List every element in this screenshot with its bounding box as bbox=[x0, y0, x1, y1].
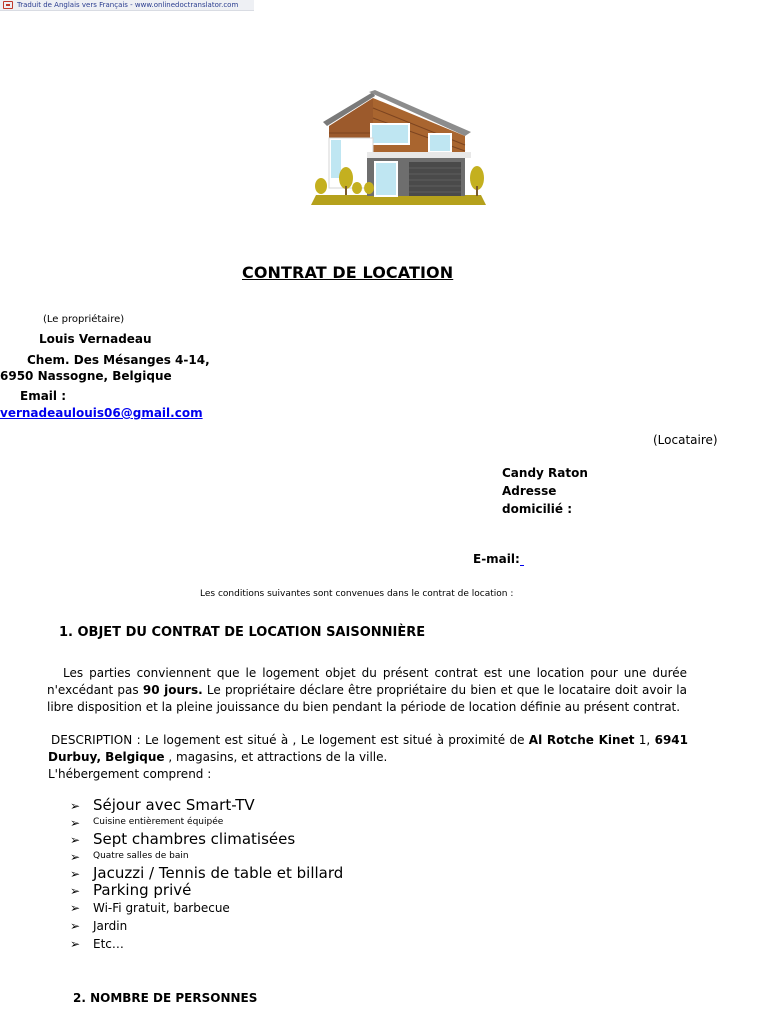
page-title: CONTRAT DE LOCATION bbox=[242, 263, 454, 282]
section-1-description bbox=[48, 732, 688, 766]
bush-door bbox=[364, 182, 374, 194]
arrowhead-bullet-icon: ➢ bbox=[70, 866, 81, 881]
desc-location: Al Rotche Kinet bbox=[528, 733, 635, 747]
para-text-a: Les parties conviennent que le logement objet du présent contrat est une location pour une durée n'excédant pas bbox=[47, 666, 687, 697]
list-item: ➢ Jardin bbox=[70, 919, 128, 933]
desc-text-a: DESCRIPTION : Le logement est situé à , Le logement est situé à proximité de bbox=[51, 733, 529, 747]
owner-email-link[interactable]: vernadeaulouis06@gmail.com bbox=[0, 406, 203, 420]
list-item: ➢ Etc… bbox=[70, 937, 124, 951]
garage-door bbox=[409, 162, 461, 196]
arrowhead-bullet-icon: ➢ bbox=[70, 937, 81, 951]
section-1-title: 1. OBJET DU CONTRAT DE LOCATION SAISONNIÈRE bbox=[59, 625, 426, 640]
tenant-email-row bbox=[473, 552, 524, 566]
owner-address-line1: Chem. Des Mésanges 4-14, bbox=[27, 353, 210, 367]
bush-left bbox=[315, 178, 327, 194]
list-item: ➢ Jacuzzi / Tennis de table et billard bbox=[70, 864, 344, 882]
owner-email-label: Email : bbox=[20, 389, 67, 403]
translator-banner bbox=[0, 0, 254, 11]
tenant-email-label: E-mail: bbox=[473, 552, 520, 566]
amenities-list bbox=[70, 797, 343, 953]
list-item: ➢ Quatre salles de bain bbox=[70, 849, 189, 864]
left-tall-window bbox=[331, 140, 341, 178]
owner-address-line2: 6950 Nassogne, Belgique bbox=[0, 369, 172, 383]
house-illustration bbox=[305, 88, 490, 208]
list-item: ➢ Wi-Fi gratuit, barbecue bbox=[70, 901, 230, 915]
para-duration: 90 jours. bbox=[142, 683, 203, 697]
glass-door bbox=[375, 162, 397, 196]
arrowhead-bullet-icon: ➢ bbox=[70, 901, 81, 915]
arrowhead-bullet-icon: ➢ bbox=[70, 815, 81, 830]
list-item: ➢ Cuisine entièrement équipée bbox=[70, 815, 224, 830]
section-2-title: 2. NOMBRE DE PERSONNES bbox=[73, 991, 258, 1005]
list-item: ➢ Sept chambres climatisées bbox=[70, 830, 296, 848]
desc-number: 1, bbox=[634, 733, 655, 747]
para-text-b: Le propriétaire déclare être propriétaire du bien et que le locataire doit avoir la libre disposition et la pleine jouissance du bien pendant la période de location définie au présent contrat. bbox=[47, 683, 687, 714]
balcony-band bbox=[367, 152, 471, 158]
contract-intro: Les conditions suivantes sont convenues dans le contrat de location : bbox=[200, 589, 514, 599]
amenities-intro: L'hébergement comprend : bbox=[48, 767, 212, 781]
desc-city: 6941 Durbuy, Belgique bbox=[48, 733, 688, 764]
arrowhead-bullet-icon: ➢ bbox=[70, 798, 81, 813]
tenant-role: (Locataire) bbox=[653, 433, 718, 447]
tree-center bbox=[339, 167, 353, 189]
list-item: ➢ Séjour avec Smart-TV bbox=[70, 796, 255, 814]
translator-logo-icon bbox=[3, 1, 13, 9]
grass bbox=[311, 195, 486, 205]
desc-text-b: , magasins, et attractions de la ville. bbox=[164, 750, 388, 764]
tenant-domicile-label: domicilié : bbox=[502, 502, 573, 516]
arrowhead-bullet-icon: ➢ bbox=[70, 832, 81, 847]
arrowhead-bullet-icon: ➢ bbox=[70, 919, 81, 933]
section-1-paragraph bbox=[47, 665, 687, 716]
tenant-address-label: Adresse bbox=[502, 484, 557, 498]
list-item: ➢ Parking privé bbox=[70, 881, 192, 899]
owner-role: (Le propriétaire) bbox=[43, 314, 125, 325]
bush-small bbox=[352, 182, 362, 194]
upper-window-right bbox=[429, 134, 451, 152]
tenant-name: Candy Raton bbox=[502, 466, 588, 480]
translator-banner-link[interactable]: Traduit de Anglais vers Français - www.onlinedoctranslator.com bbox=[17, 1, 239, 9]
tenant-email-link[interactable] bbox=[520, 554, 524, 566]
arrowhead-bullet-icon: ➢ bbox=[70, 849, 81, 864]
owner-name: Louis Vernadeau bbox=[39, 332, 152, 346]
arrowhead-bullet-icon: ➢ bbox=[70, 883, 81, 898]
upper-window-large bbox=[371, 124, 409, 144]
